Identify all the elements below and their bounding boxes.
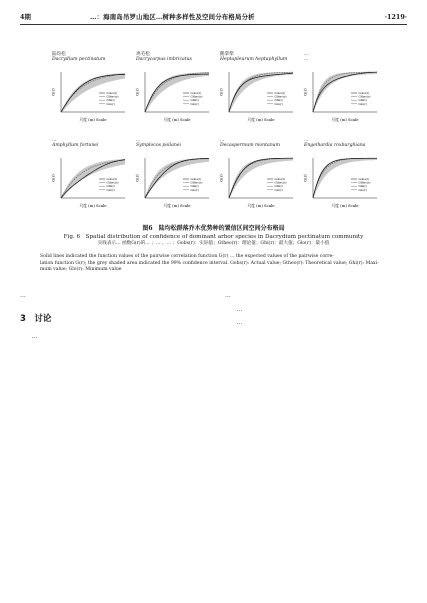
legend-entry: Ghi(r)	[190, 98, 199, 103]
legend-entry: Gtheo(r)	[106, 180, 119, 185]
x-axis-label: 尺度 (m) Scale	[247, 117, 275, 122]
left-column	[20, 290, 202, 344]
g-function-plot	[136, 64, 212, 136]
panel-species-latin: …	[304, 57, 309, 63]
legend-entry: Gobs(r)	[190, 177, 202, 181]
x-axis-label: 尺度 (m) Scale	[79, 203, 107, 208]
legend-entry: Gobs(r)	[106, 91, 118, 95]
legend-entry: Gtheo(r)	[190, 180, 203, 185]
legend-entry: Gtheo(r)	[274, 94, 287, 99]
panel-1	[52, 52, 128, 134]
legend-entry: Gtheo(r)	[358, 180, 371, 185]
legend-entry: Ghi(r)	[358, 98, 367, 103]
caption-note-en-line: mum value; Glo(r): Minimum value	[40, 267, 122, 273]
legend-entry: Glo(r)	[358, 101, 367, 106]
legend-entry: Glo(r)	[190, 101, 199, 106]
panel-3	[220, 52, 296, 134]
legend-entry: Gobs(r)	[358, 91, 370, 95]
section-heading: 3 讨论	[20, 313, 52, 324]
caption-note-zh: 实线表示… 函数G(r)的… ；… 、… ；Gobs(r)：实际值；Gtheo(r)：理论值；Ghi(r)：最大值；Glo(r)：最小值	[97, 241, 330, 246]
panel-species-latin: Dacrydium pectinatum	[52, 57, 106, 63]
legend-entry: Gtheo(r)	[358, 94, 371, 99]
body-paragraph: …	[236, 320, 243, 327]
caption-note-en-line: lation function G(r); the grey shaded area indicated the 99% confidence interval. Gobs(r): Actual value; Gtheo(r): Theoretical value; Ghi(r): Maxi-	[40, 260, 379, 266]
issue-label: 4期	[20, 13, 31, 21]
legend-entry: Ghi(r)	[274, 184, 283, 189]
panel-8	[304, 138, 380, 220]
y-axis-label: G(r)	[303, 88, 308, 96]
x-axis-label: 尺度 (m) Scale	[163, 117, 191, 122]
panel-7	[220, 138, 296, 220]
legend-entry: Glo(r)	[358, 187, 367, 192]
legend-entry: Glo(r)	[106, 187, 115, 192]
y-axis-label: G(r)	[219, 174, 224, 182]
figure-6	[52, 52, 378, 222]
panel-species-latin: Decaspermum montanum	[220, 143, 280, 149]
panel-species-zh: 鹅掌柴	[220, 52, 234, 57]
legend-entry: Ghi(r)	[106, 98, 115, 103]
legend-entry: Gobs(r)	[274, 91, 286, 95]
panel-6	[136, 138, 212, 220]
y-axis-label: G(r)	[219, 88, 224, 96]
panel-species-zh: 陆均松	[52, 52, 66, 57]
legend-entry: Gobs(r)	[274, 177, 286, 181]
panel-species-zh: …	[220, 138, 225, 143]
g-function-plot	[220, 64, 296, 136]
y-axis-label: G(r)	[135, 88, 140, 96]
panel-4	[304, 52, 380, 134]
legend-entry: Ghi(r)	[190, 184, 199, 189]
legend-entry: Ghi(r)	[274, 98, 283, 103]
legend-entry: Glo(r)	[274, 187, 283, 192]
legend-entry: Gtheo(r)	[274, 180, 287, 185]
journal-title: …：海南岛吊罗山地区…树种多样性及空间分布格局分析	[90, 13, 255, 21]
caption-en: Fig. 6 Spatial distribution of confidence of dominant arbor species in Dacrydium pectinatum community	[63, 234, 364, 240]
body-paragraph: …	[236, 306, 243, 313]
g-function-plot	[304, 150, 380, 222]
y-axis-label: G(r)	[135, 174, 140, 182]
x-axis-label: 尺度 (m) Scale	[331, 117, 359, 122]
x-axis-label: 尺度 (m) Scale	[163, 203, 191, 208]
panel-species-latin: Amphyllum fortunei	[52, 143, 99, 149]
panel-species-zh: …	[52, 138, 57, 143]
panel-species-zh: …	[304, 138, 309, 143]
panel-species-zh: …	[136, 138, 141, 143]
panel-species-latin: Engelhardia roxburghiana	[304, 143, 366, 149]
panel-species-latin: Symplocos poilanei	[136, 143, 181, 149]
body-paragraph: …	[31, 333, 38, 340]
panel-species-latin: Heptapleurum heptaphyllum	[220, 57, 288, 63]
x-axis-label: 尺度 (m) Scale	[331, 203, 359, 208]
legend-entry: Gtheo(r)	[190, 94, 203, 99]
y-axis-label: G(r)	[303, 174, 308, 182]
g-function-plot	[304, 64, 380, 136]
caption-note-en	[40, 254, 387, 274]
g-function-plot	[52, 64, 128, 136]
legend-entry: Gtheo(r)	[106, 94, 119, 99]
legend-entry: Ghi(r)	[106, 184, 115, 189]
page-number: ·1219·	[384, 13, 407, 21]
y-axis-label: G(r)	[51, 88, 56, 96]
g-function-plot	[220, 150, 296, 222]
legend-entry: Glo(r)	[106, 101, 115, 106]
panel-species-latin: Dacrycarpus imbricatus	[136, 57, 192, 63]
panel-species-zh: …	[304, 52, 309, 57]
header-rule	[20, 24, 407, 25]
right-column	[225, 290, 407, 331]
legend-entry: Glo(r)	[190, 187, 199, 192]
legend-entry: Gobs(r)	[106, 177, 118, 181]
panel-2	[136, 52, 212, 134]
figure-caption	[40, 224, 387, 248]
intro-paragraph: …	[20, 293, 26, 299]
g-function-plot	[136, 150, 212, 222]
legend-entry: Ghi(r)	[358, 184, 367, 189]
y-axis-label: G(r)	[51, 174, 56, 182]
running-head	[20, 11, 407, 23]
legend-entry: Gobs(r)	[358, 177, 370, 181]
body-paragraph: …	[225, 293, 231, 299]
legend-entry: Gobs(r)	[190, 91, 202, 95]
caption-note-en-line: Solid lines indicated the function values of the pairwise correlation function G(r) … the expected values of the pairwise corre-	[40, 254, 334, 259]
legend-entry: Glo(r)	[274, 101, 283, 106]
panel-5	[52, 138, 128, 220]
x-axis-label: 尺度 (m) Scale	[247, 203, 275, 208]
g-function-plot	[52, 150, 128, 222]
panel-species-zh: 鸡毛松	[136, 52, 150, 57]
x-axis-label: 尺度 (m) Scale	[79, 117, 107, 122]
caption-zh: 图6 陆均松群落乔木优势种的置信区间空间分布格局	[142, 225, 285, 232]
